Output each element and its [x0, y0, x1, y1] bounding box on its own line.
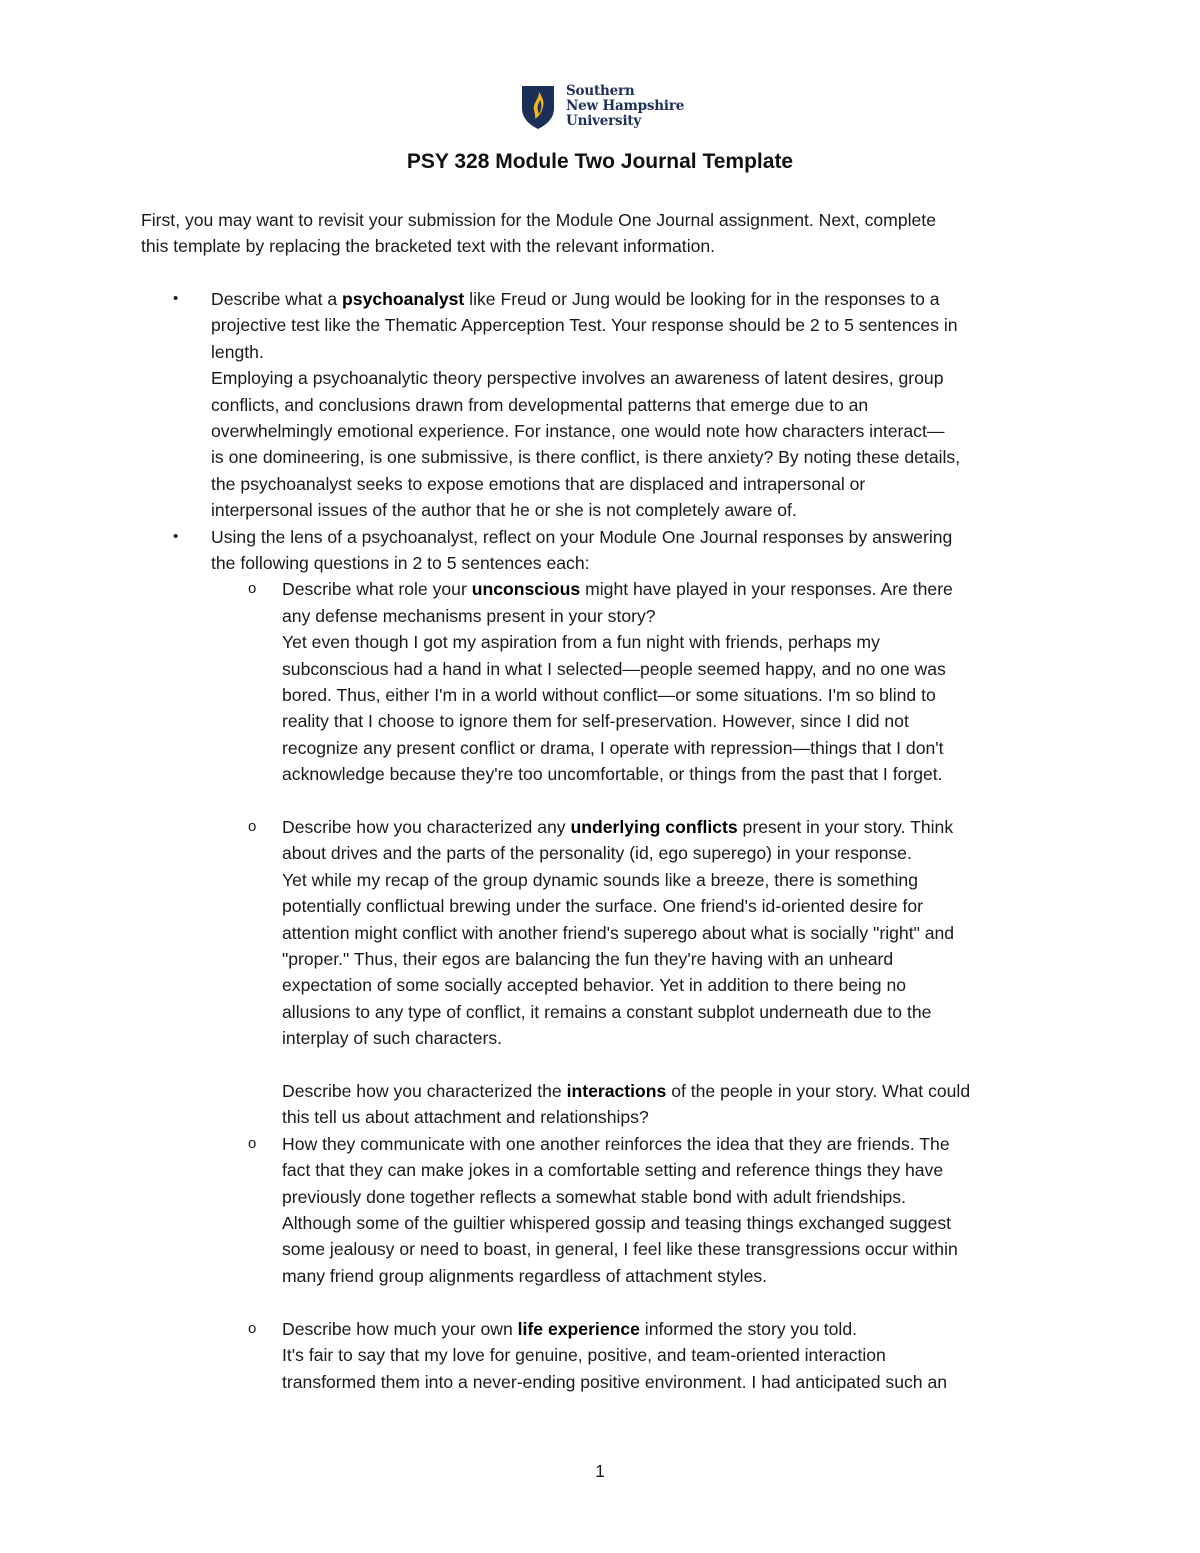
intro-line: First, you may want to revisit your submission for the Module One Journal assignment. Next, complete [141, 210, 936, 230]
question-prompt [282, 576, 953, 602]
logo-line: New Hampshire [566, 98, 685, 114]
answer-line: bored. Thus, either I'm in a world without conflict—or some situations. I'm so blind to [282, 685, 936, 706]
answer-line: is one domineering, is one submissive, is there conflict, is there anxiety? By noting these details, [211, 447, 961, 468]
answer-line: the psychoanalyst seeks to expose emotions that are displaced and intrapersonal or [211, 473, 866, 494]
answer-line: some jealousy or need to boast, in general, I feel like these transgressions occur within [282, 1239, 958, 1260]
page-title: PSY 328 Module Two Journal Template [406, 150, 794, 173]
prompt-text: of the people in your story. What could [666, 1081, 971, 1101]
prompt-text: Describe how much your own [282, 1319, 518, 1339]
prompt-keyword: life experience [517, 1319, 640, 1339]
prompt-text: like Freud or Jung would be looking for in the responses to a [464, 289, 940, 309]
sub-question-interactions [282, 1078, 970, 1131]
answer-line: Although some of the guiltier whispered gossip and teasing things exchanged suggest [282, 1213, 952, 1234]
sub-question-conflicts [282, 814, 954, 1052]
answer-line: interplay of such characters. [282, 1028, 503, 1049]
page-number: 1 [595, 1461, 605, 1481]
answer-line: Yet while my recap of the group dynamic sounds like a breeze, there is something [282, 869, 919, 890]
answer-line: "proper." Thus, their egos are balancing the fun they're having with an unheard [282, 949, 894, 970]
answer-line: potentially conflictual brewing under the surface. One friend's id-oriented desire for [282, 896, 923, 917]
prompt-text: might have played in your responses. Are there [580, 579, 953, 600]
logo-wordmark [566, 84, 684, 129]
answer-line: many friend group alignments regardless of attachment styles. [282, 1265, 768, 1286]
sub-bullet-icon: o [248, 580, 257, 598]
question-prompt-line: the following questions in 2 to 5 sentences each: [211, 553, 590, 573]
prompt-text: Describe how you characterized the [282, 1081, 567, 1101]
answer-line: previously done together reflects a somewhat stable bond with adult friendships. [282, 1186, 906, 1207]
question-prompt-line: this tell us about attachment and relationships? [282, 1107, 649, 1128]
answer-line: interpersonal issues of the author that he or she is not completely aware of. [211, 500, 797, 521]
prompt-text: Describe how you characterized any [282, 817, 571, 837]
shield-flame-icon [520, 84, 556, 130]
question-prompt-line: any defense mechanisms present in your story? [282, 605, 656, 626]
question-prompt [211, 286, 960, 312]
question-1 [211, 286, 960, 524]
sub-question-unconscious [282, 576, 953, 787]
question-prompt-line: length. [211, 341, 264, 362]
question-prompt [282, 1078, 970, 1104]
prompt-keyword: interactions [566, 1081, 667, 1101]
logo-line: University [566, 113, 642, 129]
answer-line: transformed them into a never-ending positive environment. I had anticipated such an [282, 1371, 948, 1392]
question-prompt [282, 814, 954, 840]
bullet-icon: • [173, 527, 179, 545]
sub-bullet-icon: o [248, 1134, 257, 1152]
bullet-icon: • [173, 290, 179, 307]
intro-line: this template by replacing the bracketed text with the relevant information. [141, 236, 716, 257]
answer-line: fact that they can make jokes in a comfortable setting and reference things they have [282, 1160, 944, 1181]
university-logo [520, 84, 684, 130]
answer-line: conflicts, and conclusions drawn from developmental patterns that emerge due to an [211, 394, 869, 415]
prompt-text: Describe what role your [282, 579, 472, 600]
answer-line: subconscious had a hand in what I selected—people seemed happy, and no one was [282, 658, 946, 679]
prompt-text: Describe what a [211, 289, 343, 309]
answer-line: overwhelmingly emotional experience. For instance, one would note how characters interact— [211, 421, 945, 442]
prompt-text: informed the story you told. [639, 1319, 858, 1339]
question-prompt [282, 1316, 947, 1342]
answer-line: acknowledge because they're too uncomfortable, or things from the past that I forget. [282, 764, 943, 785]
answer-line: It's fair to say that my love for genuine, positive, and team-oriented interaction [282, 1345, 886, 1366]
prompt-keyword: psychoanalyst [342, 289, 465, 309]
answer-line: allusions to any type of conflict, it remains a constant subplot underneath due to the [282, 1001, 932, 1022]
logo-line: Southern [566, 83, 635, 99]
question-2 [211, 524, 952, 577]
answer-line: recognize any present conflict or drama, I operate with repression—things that I don't [282, 737, 944, 758]
answer-line: Yet even though I got my aspiration from a fun night with friends, perhaps my [282, 632, 880, 653]
question-prompt-line: projective test like the Thematic Apperception Test. Your response should be 2 to 5 sentences in [211, 315, 958, 336]
question-prompt-line: about drives and the parts of the personality (id, ego superego) in your response. [282, 843, 912, 864]
intro-paragraph [141, 207, 1071, 260]
answer-line: reality that I choose to ignore them for self-preservation. However, since I did not [282, 711, 909, 732]
answer-line: attention might conflict with another friend's superego about what is socially "right" and [282, 922, 955, 943]
prompt-text: present in your story. Think [737, 817, 954, 837]
prompt-keyword: underlying conflicts [570, 817, 738, 837]
prompt-keyword: unconscious [471, 579, 581, 600]
answer-line: How they communicate with one another reinforces the idea that they are friends. The [282, 1133, 950, 1154]
sub-question-life-experience [282, 1316, 947, 1395]
answer-interactions [282, 1131, 958, 1289]
answer-line: Employing a psychoanalytic theory perspective involves an awareness of latent desires, group [211, 368, 944, 389]
question-prompt-line: Using the lens of a psychoanalyst, reflect on your Module One Journal responses by answering [211, 526, 953, 547]
answer-line: expectation of some socially accepted behavior. Yet in addition to there being no [282, 975, 907, 996]
sub-bullet-icon: o [248, 1320, 257, 1337]
sub-bullet-icon: o [248, 818, 257, 835]
